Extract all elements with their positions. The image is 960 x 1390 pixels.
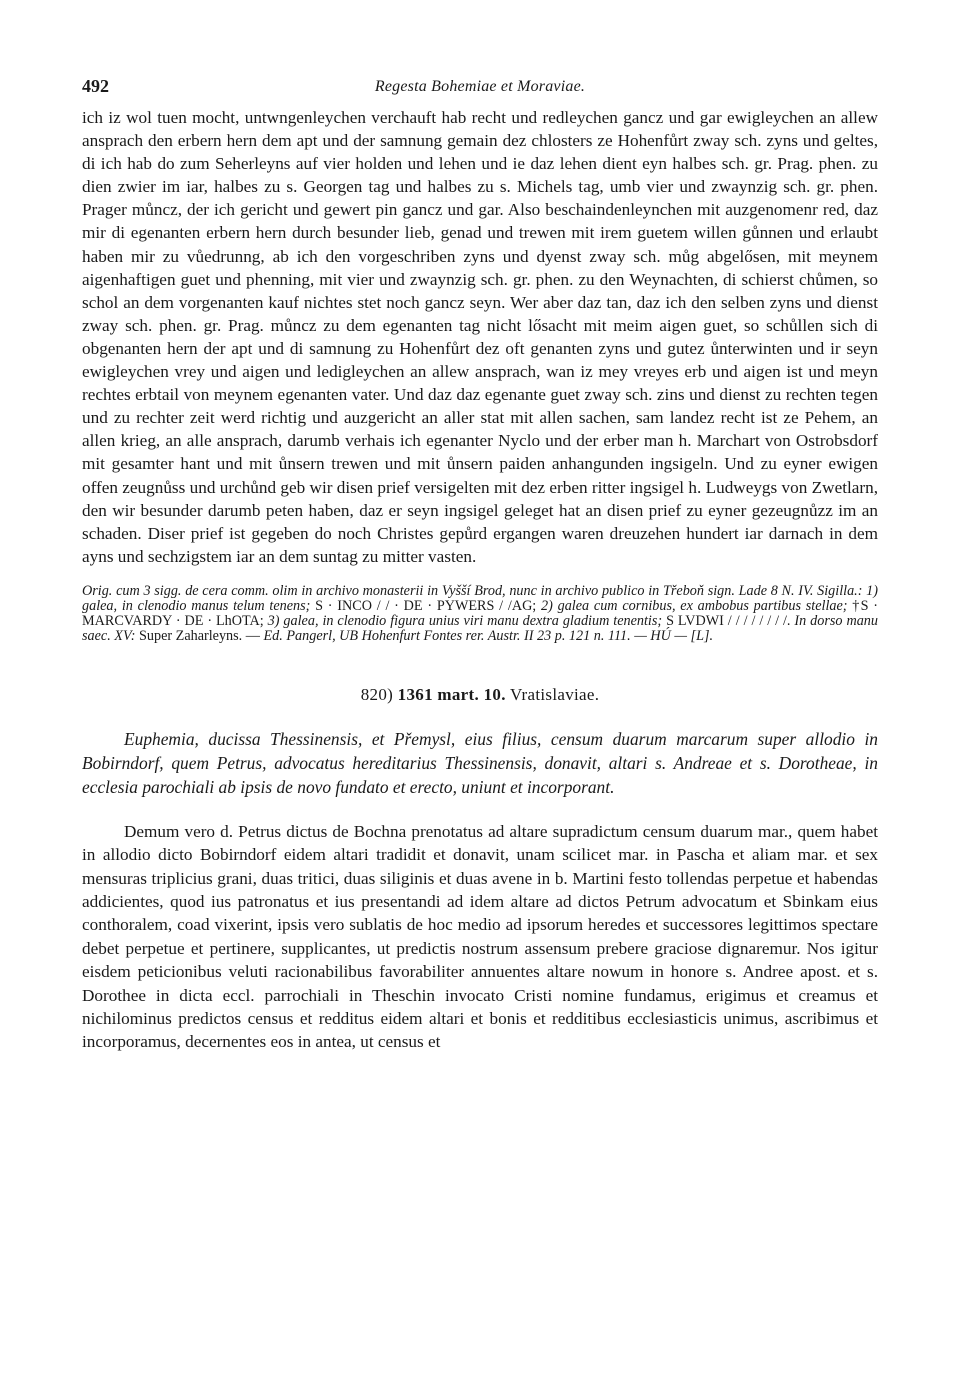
apparatus-dorsal-note: Super Zaharleyns. —	[135, 628, 264, 645]
apparatus-seal-legend: S LVDWI / / / / / / / /.	[662, 613, 795, 630]
entry-number: 820)	[360, 684, 394, 704]
apparatus-seal-legend: S · INCO / / · DE · PYWERS / /AG;	[310, 598, 542, 615]
entry-place: Vratislaviae.	[510, 684, 600, 704]
running-head	[82, 72, 878, 106]
apparatus-part: 3) galea, in clenodio figura unius viri manu dextra gladium tenentis;	[267, 613, 663, 630]
previous-entry-paragraph: ich iz wol tuen mocht, untwngenleychen verchauft hab recht und redleychen gancz und gar ewigleychen an allew ansprach den erbern hern dem apt und der samnung gemain dez chlosters ze Hohenfůrt zway sch. zyns und geltes, di ich hab do zum Seherleyns auf vier holden und lehen und ie daz lehen dient eyn halbes sch. gr. Prag. phen. zu dien zwier im iar, halbes zu s. Georgen tag und halbes zu s. Michels tag, umb vier und zwaynzig sch. gr. phen. Prager můncz, der ich gericht und gewert pin gancz und gar. Also beschaindenleynchen mit auzgenomenr red, daz mir di egenanten erbern hern durch besunder lieb, genad und trewen mit irem guetem willen gůnnen und erlaubt haben mir zu vůedrunng, ab ich den vorgeschriben zyns und dyenst zway sch. můg abgelősen, mit meynem aigenhaftigen guet und phenning, mit vier und zwaynzig sch. gr. phen. zu den Weynachten, di schierst chůmen, so schol an dem vorgenanten kauf nichtes stet noch gancz seyn. Wer aber daz tan, daz ich den selben zyns und dienst zway sch. phen. gr. Prag. můncz zu dem egenanten tag nicht lősacht mit meim aigen guet, so schůllen sich di obgenanten hern der apt und di samnung zu Hohenfůrt dez oft genanten zyns und gutez ůnterwinten und ir seyn ewigleychen vrey und aigen und ledigleychen an allew ansprach, wan iz mey vreyes erb und aigen ist und meyn rechtes erbtail von meynem egenanten vater. Und daz daz egenante guet zway sch. zins und dienst zu rechten tegen und zu rechter zeit werd richtig und auzgericht an aller stat mit allen sachen, sam landez recht ist ze Pehem, an allen krieg, an alle ansprach, darumb verhais ich egenanter Nyclo und der erber man h. Marchart von Ostrobsdorf mit gesamter hant und mit ůnsern trewen und mit ůnsern paiden anhangunden ingsigeln. Und zu eyner ewigen offen zeugnůss und urchůnd geb wir disen prief versigelten mit dez erben ritter ingsigel h. Ludweygs von Zwetlarn, den wir besunder darumb peten haben, daz er seyn ingsigel geleget hat an disen prief zu eyner gezeugnůzz im an schaden. Diser prief ist gegeben do noch Christes gepůrd ergangen waren dreuzehen hundert iar darnach in dem ayns und sechzigstem iar an dem suntag zu mitter vasten.	[82, 108, 878, 566]
document-page	[82, 72, 878, 1071]
apparatus-part: Orig. cum 3 sigg. de cera comm. olim in archivo monasterii in Vyšší Brod, nunc in archivo publico in Třeboň sign. Lade 8 N. IV. Sigilla.: 1) galea, in clenodio manus telum tenens;	[82, 582, 878, 615]
entry-heading	[82, 685, 878, 705]
running-title: Regesta Bohemiae et Moraviae.	[374, 78, 586, 95]
apparatus-part: 2) galea cum cornibus, ex ambobus partibus stellae;	[541, 598, 848, 615]
critical-apparatus	[82, 584, 878, 645]
apparatus-part: In dorso manu saec. XV:	[82, 613, 878, 645]
previous-entry-text	[82, 106, 878, 568]
page-number: 492	[82, 76, 109, 96]
charter-text: Demum vero d. Petrus dictus de Bochna prenotatus ad altare supradictum censum duarum mar., quem habet in allodio dicto Bobirndorf eidem altari tradidit et donavit, unam scilicet mar. in Pascha et aliam mar. et sex mensuras triplicius grani, duas tritici, duas siliginis et duas avene in b. Martini festo tollendas perpetue et habendas addicientes, quod ius patronatus et ius presentandi ad idem altare ad dictos Petrum advocatum et Sbinkam eius conthoralem, coad vixerint, ipsis vero sublatis de hoc medio ad ipsorum heredes et successores legittimos spectare debet perpetue et pertinere, supplicantes, ut predictis nostrum assensum prebere graciose dignaremur. Nos igitur eisdem peticionibus veluti racionabilibus favorabiliter annuentes altare nowum in honore s. Andree apost. et s. Dorothee in dicta eccl. parrochiali in Theschin invocato Cristi nomine fundamus, erigimus et creamus et nichilominus predictos census et redditus eidem altari et bonis et redditibus ecclesiasticis unimus, ascribimus et incorporamus, decernentes eos in antea, ut census et	[82, 821, 878, 1052]
regest-summary: Euphemia, ducissa Thessinensis, et Přemysl, eius filius, censum duarum marcarum super allodio in Bobirndorf, quem Petrus, advocatus hereditarius Thessinensis, donavit, altari s. Andreae et s. Dorotheae, in ecclesia parochiali ab ipsis de novo fundato et erecto, uniunt et incorporant.	[82, 728, 878, 797]
entry-date: 1361 mart. 10.	[397, 684, 506, 704]
apparatus-seal-legend: †S · MARCVARDY · DE · LhOTA;	[82, 598, 878, 630]
apparatus-edition: Ed. Pangerl, UB Hohenfurt Fontes rer. Austr. II 23 p. 121 n. 111. — HÚ — [L].	[263, 628, 714, 645]
